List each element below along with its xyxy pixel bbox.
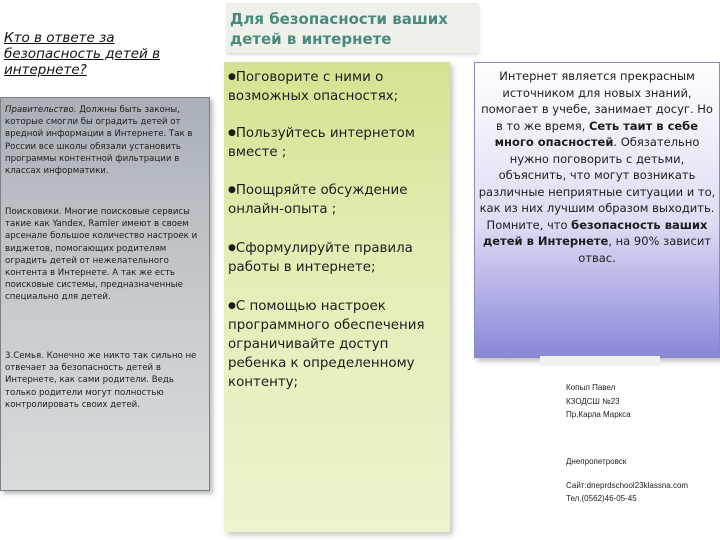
credit-city: Днепропетровск [566,457,627,466]
credit-phone: Тел.(0562)46-05-45 [566,494,637,503]
right-paragraph: Интернет является прекрасным источником для новых знаний, помогает в учебе, занимает досуг. Но в то же время, Сеть таит в себе много опасностей. Обязательно нужно поговорить с детьми, объяснить, что могут возникать различные неприятные ситуации и то, как из них лучшим образом выходить. Помните, что безопасность ваших детей в Интернете, на 90% зависит отвас. [478,69,716,265]
middle-heading: Для безопасности ваших детей в интернете [230,10,448,48]
left-paragraph-lead: Правительство. [5,105,77,115]
left-panel [0,97,210,491]
tip-item: ●Поощряйте обсуждение онлайн-опыта ; [228,183,408,217]
tip-item: ●С помощью настроек программного обеспечения ограничивайте доступ ребенка к определенному контенту; [228,299,425,390]
bullet-icon: ● [228,128,236,138]
credit-school: КЗОДСШ №23 [566,397,620,406]
right-panel [474,62,720,358]
left-paragraph-text: Должны быть законы, которые смогли бы оградить детей от вредной информации в Интернете. Так в России все школы обязали установить программы контентной фильтрации в классах информатики. [5,105,193,177]
middle-heading-box [226,3,478,53]
credit-street: Пр.Карла Маркса [566,410,631,419]
left-paragraph-search-engines: Поисковики. Многие поисковые сервисы такие как Yandex, Ramler имеют в своем арсенале большое количество настроек и виджетов, помогающих родителям оградить детей от нежелательного контента в Интернете. А так же есть поисковые системы, предназначенные специально для детей. [5,207,198,303]
right-emphasis-dangers: Сеть таит в себе много опасностей [494,118,699,149]
middle-panel [224,62,450,532]
tip-item: ●Поговорите с ними о возможных опасностях; [228,70,399,104]
tip-item: ●Пользуйтесь интернетом вместе ; [228,126,415,160]
right-emphasis-safety: безопасность ваших детей в Интернете [482,217,708,248]
tip-item: ●Сформулируйте правила работы в интернете; [228,241,413,275]
bullet-icon: ● [228,185,236,195]
credit-site: Сайт:dneprdschool23klassna.com [566,481,689,490]
left-paragraph-government [5,104,205,177]
bullet-icon: ● [228,301,236,311]
credit-author: Копыл Павел [566,383,616,392]
bullet-icon: ● [228,243,236,253]
bullet-icon: ● [228,72,236,82]
panel-shadow-strip [540,356,660,366]
left-paragraph-family: 3.Семья. Конечно же никто так сильно не отвечает за безопасность детей в Интернете, как сами родители. Ведь только родители могут полностью контролировать своих детей. [5,351,197,410]
left-heading: Кто в ответе за безопасность детей в интернете? [4,30,161,78]
